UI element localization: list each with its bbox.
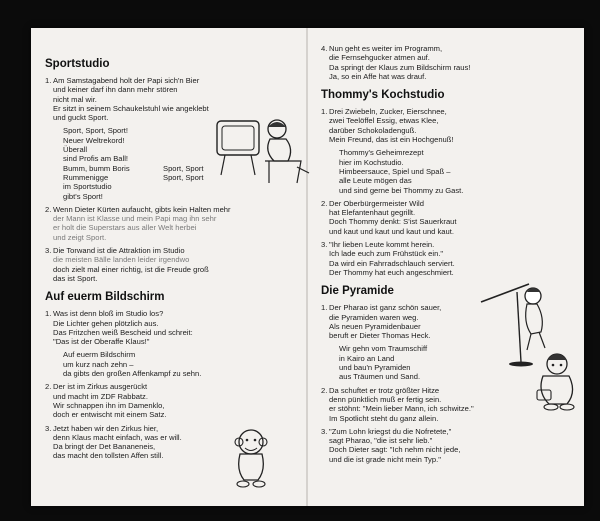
verse-line: Wir schnappen ihn im Damenklo, xyxy=(53,400,165,410)
verse-line: die meisten Bälle landen leider irgendwo xyxy=(53,255,190,265)
chorus xyxy=(339,148,573,194)
verse-line: und zeigt Sport. xyxy=(53,232,107,242)
chorus-pair-left: Rummenigge xyxy=(63,172,109,182)
verse-line: Da bringt der Det Bananeneis, xyxy=(53,442,156,452)
verse-line: und guckt Sport. xyxy=(53,113,109,123)
chorus-line: um kurz nach zehn – xyxy=(63,359,134,369)
verse-line: denn pünktlich muß er fertig sein. xyxy=(329,394,442,404)
verse-line: sagt Pharao, "die ist sehr lieb." xyxy=(329,436,433,446)
verse-number: 2. xyxy=(45,382,52,392)
verse-line: Im Spotlicht steht du ganz allein. xyxy=(329,413,439,423)
chorus-line: Auf euerm Bildschirm xyxy=(63,350,136,360)
chorus-line: hier im Kochstudio. xyxy=(339,157,404,167)
chorus-line: Thommy's Geheimrezept xyxy=(339,148,424,158)
chorus-pair-right: Sport, Sport xyxy=(163,163,204,173)
verse-line: Doch Dieter sagt: "Ich nehm nicht jede, xyxy=(329,445,461,455)
verse-line: nicht mal wir. xyxy=(53,94,97,104)
chorus-line: in Kairo an Land xyxy=(339,353,395,363)
verse-line: "Zum Lohn kriegst du die Nofretete," xyxy=(329,426,452,436)
verse-number: 3. xyxy=(321,240,328,250)
verse-number: 1. xyxy=(45,309,52,319)
chorus-line: Neuer Weltrekord! xyxy=(63,135,125,145)
verse-2 xyxy=(45,205,303,242)
verse-line: hat Elefantenhaut gegrillt. xyxy=(329,208,416,218)
chorus-line: und sind gerne bei Thommy zu Gast. xyxy=(339,185,464,195)
verse-line: Der ist im Zirkus ausgerückt xyxy=(53,382,148,392)
chorus-line: aus Träumen und Sand. xyxy=(339,372,421,382)
verse-number: 3. xyxy=(45,246,52,256)
chorus-line: gibt's Sport! xyxy=(63,191,103,201)
verse-line: Mein Freund, das ist ein Hochgenuß! xyxy=(329,135,454,145)
verse-line: Da schuftet er trotz größter Hitze xyxy=(329,385,440,395)
song-title-bildschirm: Auf euerm Bildschirm xyxy=(45,291,165,304)
verse-line: Ja, so ein Affe hat was drauf. xyxy=(329,71,427,81)
verse-line: Was ist denn bloß im Studio los? xyxy=(53,309,164,319)
verse-line: Drei Zwiebeln, Zucker, Eierschnee, xyxy=(329,107,447,117)
chorus-pair-left: Bumm, bumm Boris xyxy=(63,163,130,173)
verse-line: Als neuen Pyramidenbauer xyxy=(329,321,421,331)
song-title-sportstudio: Sportstudio xyxy=(45,58,110,70)
verse-line: Jetzt haben wir den Zirkus hier, xyxy=(53,423,159,433)
verse-line: beruft er Dieter Thomas Heck. xyxy=(329,331,431,341)
tv-watching-illustration xyxy=(213,115,313,195)
verse-line: doch er entwischt mit einem Satz. xyxy=(53,410,167,420)
verse-line: er stöhnt: "Mein lieber Mann, ich schwitze." xyxy=(329,404,474,414)
verse-line: Das Fritzchen weiß Bescheid und schreit: xyxy=(53,327,193,337)
verse-line: Die Lichter gehen plötzlich aus. xyxy=(53,318,159,328)
verse-line: doch zielt mal einer richtig, ist die Freude groß xyxy=(53,264,209,274)
verse-3 xyxy=(45,246,303,283)
verse-number: 1. xyxy=(321,303,328,313)
verse-line: und macht im ZDF Rabbatz. xyxy=(53,391,148,401)
verse-4-continued xyxy=(321,44,573,81)
chorus-pair-right: Sport, Sport xyxy=(163,172,204,182)
chorus-line: alle Leute mögen das xyxy=(339,176,412,186)
verse-line: Der Oberbürgermeister Wild xyxy=(329,198,424,208)
verse-number: 2. xyxy=(45,204,52,214)
verse-line: und kaut und kaut und kaut und kaut. xyxy=(329,226,454,236)
verse-line: Wenn Dieter Kürten aufaucht, gibts kein Halten mehr xyxy=(53,204,231,214)
chorus-line: sind Profis am Ball! xyxy=(63,154,128,164)
verse-line: das macht den tollsten Affen still. xyxy=(53,451,164,461)
verse-line: Doch Thommy denkt: S'ist Sauerkraut xyxy=(329,217,457,227)
verse-line: Da springt der Klaus zum Bildschirm raus! xyxy=(329,62,471,72)
chorus-line: Wir gehn vom Traumschiff xyxy=(339,344,428,354)
verse-line: Er sitzt in seinem Schaukelstuhl wie angeklebt xyxy=(53,103,209,113)
verse-number: 1. xyxy=(45,76,52,85)
verse-number: 2. xyxy=(321,198,328,208)
verse-line: Da wird ein Fahrradschlauch serviert. xyxy=(329,258,455,268)
verse-2 xyxy=(45,382,303,419)
verse-3 xyxy=(321,427,573,464)
verse-1 xyxy=(45,309,303,346)
verse-line: "Das ist der Oberaffe Klaus!" xyxy=(53,337,150,347)
verse-line: der Mann ist Klasse und mein Papi mag ihn sehr xyxy=(53,214,217,224)
verse-line: Der Thommy hat euch angeschmiert. xyxy=(329,267,454,277)
verse-line: die Pyramiden waren weg. xyxy=(329,312,419,322)
verse-number: 3. xyxy=(45,423,52,433)
verse-line: denn Klaus macht einfach, was er will. xyxy=(53,432,182,442)
chorus xyxy=(63,350,303,378)
verse-line: und die ist grade nicht mein Typ." xyxy=(329,454,441,464)
verse-line: das ist Sport. xyxy=(53,273,98,283)
verse-3 xyxy=(321,240,573,277)
chorus-line: im Sportstudio xyxy=(63,182,112,192)
song-title-pyramide: Die Pyramide xyxy=(321,285,394,298)
verse-line: Nun geht es weiter im Programm, xyxy=(329,44,443,53)
booklet-content xyxy=(31,28,584,506)
chorus-line: und bau'n Pyramiden xyxy=(339,363,411,373)
verse-number: 2. xyxy=(321,385,328,395)
verse-line: zwei Teelöffel Essig, etwas Klee, xyxy=(329,116,439,126)
dog-illustration xyxy=(533,350,583,412)
verse-1 xyxy=(321,107,573,144)
verse-2 xyxy=(321,199,573,236)
verse-number: 1. xyxy=(321,107,328,117)
verse-line: darüber Schokoladenguß. xyxy=(329,125,417,135)
verse-line: Der Pharao ist ganz schön sauer, xyxy=(329,303,442,313)
verse-line: "Ihr lieben Leute kommt herein. xyxy=(329,240,435,250)
verse-line: Am Samstagabend holt der Papi sich'n Bier xyxy=(53,76,200,85)
verse-line: Die Torwand ist die Attraktion im Studio xyxy=(53,246,185,256)
chorus-line: Himbeersauce, Spiel und Spaß – xyxy=(339,166,451,176)
chorus-line: Sport, Sport, Sport! xyxy=(63,126,128,136)
chorus-line: Überall xyxy=(63,145,88,155)
song-title-kochstudio: Thommy's Kochstudio xyxy=(321,89,445,102)
verse-line: Ich lade euch zum Frühstück ein." xyxy=(329,249,444,259)
chorus-line: da gibts den großen Affenkampf zu sehn. xyxy=(63,369,202,379)
verse-number: 4. xyxy=(321,44,328,53)
verse-line: und keiner darf ihn dann mehr stören xyxy=(53,85,178,95)
monkey-illustration xyxy=(227,426,277,490)
verse-line: die Fernsehgucker atmen auf. xyxy=(329,53,430,63)
verse-line: er holt die Superstars aus aller Welt herbei xyxy=(53,223,197,233)
verse-number: 3. xyxy=(321,426,328,436)
